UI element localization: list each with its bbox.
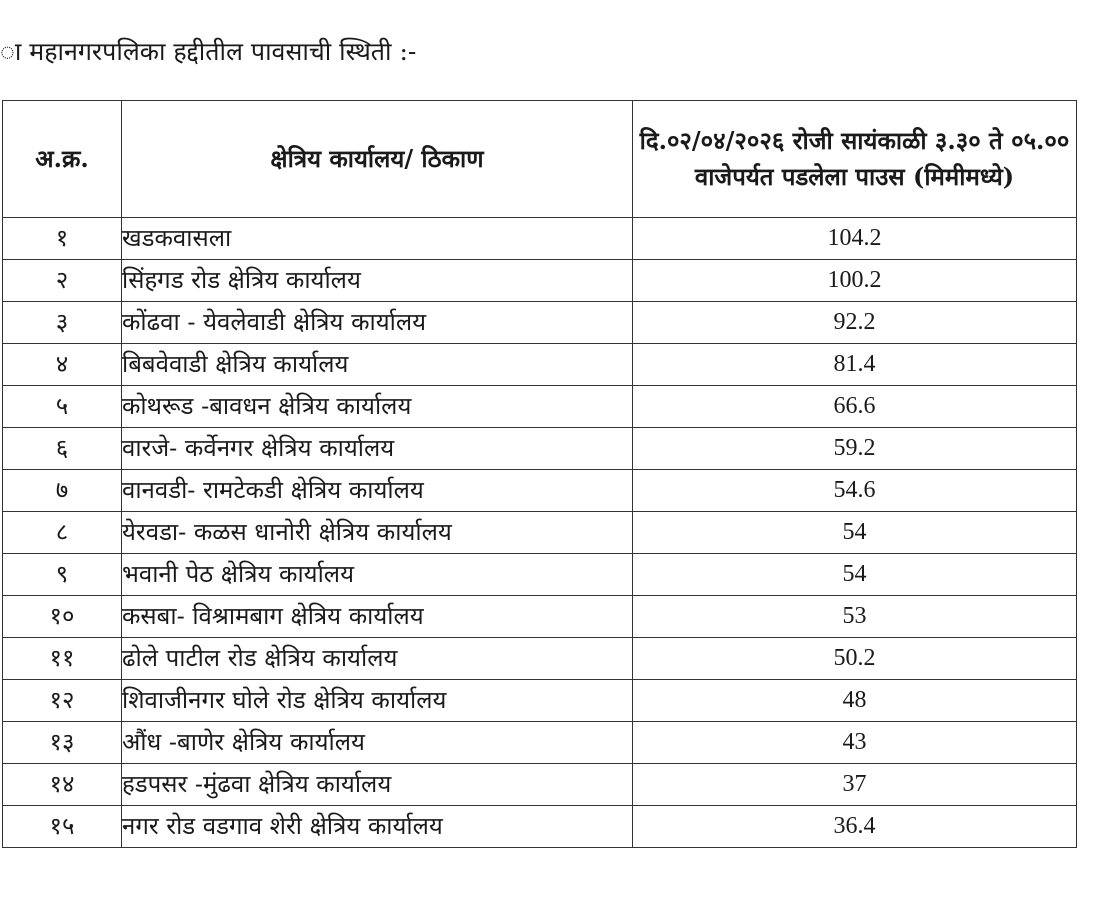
office-name: सिंहगड रोड क्षेत्रिय कार्यालय xyxy=(122,260,633,302)
office-name: शिवाजीनगर घोले रोड क्षेत्रिय कार्यालय xyxy=(122,680,633,722)
table-row xyxy=(3,806,1077,848)
rainfall-value: 54 xyxy=(633,554,1077,596)
serial-number: ५ xyxy=(3,386,122,428)
table-row xyxy=(3,764,1077,806)
table-row xyxy=(3,344,1077,386)
table-row xyxy=(3,554,1077,596)
rainfall-value: 59.2 xyxy=(633,428,1077,470)
office-name: बिबवेवाडी क्षेत्रिय कार्यालय xyxy=(122,344,633,386)
table-row xyxy=(3,512,1077,554)
rainfall-header: दि.०२/०४/२०२६ रोजी सायंकाळी ३.३० ते ०५.०० वाजेपर्यत पडलेला पाउस (मिमीमध्ये) xyxy=(633,101,1077,218)
serial-number: ७ xyxy=(3,470,122,512)
serial-number: ९ xyxy=(3,554,122,596)
rainfall-value: 36.4 xyxy=(633,806,1077,848)
rainfall-table xyxy=(2,100,1077,848)
section-heading: ा महानगरपलिका हद्दीतील पावसाची स्थिती :- xyxy=(0,37,417,66)
serial-header: अ.क्र. xyxy=(3,101,122,218)
serial-number: १ xyxy=(3,218,122,260)
rainfall-value: 43 xyxy=(633,722,1077,764)
rainfall-value: 81.4 xyxy=(633,344,1077,386)
office-name: कोंढवा - येवलेवाडी क्षेत्रिय कार्यालय xyxy=(122,302,633,344)
serial-number: १४ xyxy=(3,764,122,806)
serial-number: ८ xyxy=(3,512,122,554)
office-name: ढोले पाटील रोड क्षेत्रिय कार्यालय xyxy=(122,638,633,680)
rainfall-value: 53 xyxy=(633,596,1077,638)
serial-number: १२ xyxy=(3,680,122,722)
office-name: कोथरूड -बावधन क्षेत्रिय कार्यालय xyxy=(122,386,633,428)
office-name: कसबा- विश्रामबाग क्षेत्रिय कार्यालय xyxy=(122,596,633,638)
serial-number: ४ xyxy=(3,344,122,386)
rainfall-value: 92.2 xyxy=(633,302,1077,344)
serial-number: २ xyxy=(3,260,122,302)
table-row xyxy=(3,596,1077,638)
table-row xyxy=(3,302,1077,344)
rainfall-value: 50.2 xyxy=(633,638,1077,680)
table-row xyxy=(3,218,1077,260)
rainfall-value: 104.2 xyxy=(633,218,1077,260)
table-row xyxy=(3,386,1077,428)
table-row xyxy=(3,722,1077,764)
office-name: येरवडा- कळस धानोरी क्षेत्रिय कार्यालय xyxy=(122,512,633,554)
rainfall-value: 54 xyxy=(633,512,1077,554)
office-header: क्षेत्रिय कार्यालय/ ठिकाण xyxy=(122,101,633,218)
office-name: नगर रोड वडगाव शेरी क्षेत्रिय कार्यालय xyxy=(122,806,633,848)
table-row xyxy=(3,638,1077,680)
table-row xyxy=(3,428,1077,470)
office-name: औंध -बाणेर क्षेत्रिय कार्यालय xyxy=(122,722,633,764)
serial-number: १५ xyxy=(3,806,122,848)
serial-number: १३ xyxy=(3,722,122,764)
serial-number: ३ xyxy=(3,302,122,344)
rainfall-value: 48 xyxy=(633,680,1077,722)
serial-number: ६ xyxy=(3,428,122,470)
office-name: वारजे- कर्वेनगर क्षेत्रिय कार्यालय xyxy=(122,428,633,470)
table-row xyxy=(3,470,1077,512)
serial-number: ११ xyxy=(3,638,122,680)
serial-number: १० xyxy=(3,596,122,638)
table-body xyxy=(3,218,1077,848)
rainfall-value: 100.2 xyxy=(633,260,1077,302)
table-row xyxy=(3,260,1077,302)
office-name: हडपसर -मुंढवा क्षेत्रिय कार्यालय xyxy=(122,764,633,806)
rainfall-value: 66.6 xyxy=(633,386,1077,428)
rainfall-value: 37 xyxy=(633,764,1077,806)
office-name: भवानी पेठ क्षेत्रिय कार्यालय xyxy=(122,554,633,596)
table-row xyxy=(3,680,1077,722)
rainfall-value: 54.6 xyxy=(633,470,1077,512)
office-name: खडकवासला xyxy=(122,218,633,260)
office-name: वानवडी- रामटेकडी क्षेत्रिय कार्यालय xyxy=(122,470,633,512)
table-header-row xyxy=(3,101,1077,218)
